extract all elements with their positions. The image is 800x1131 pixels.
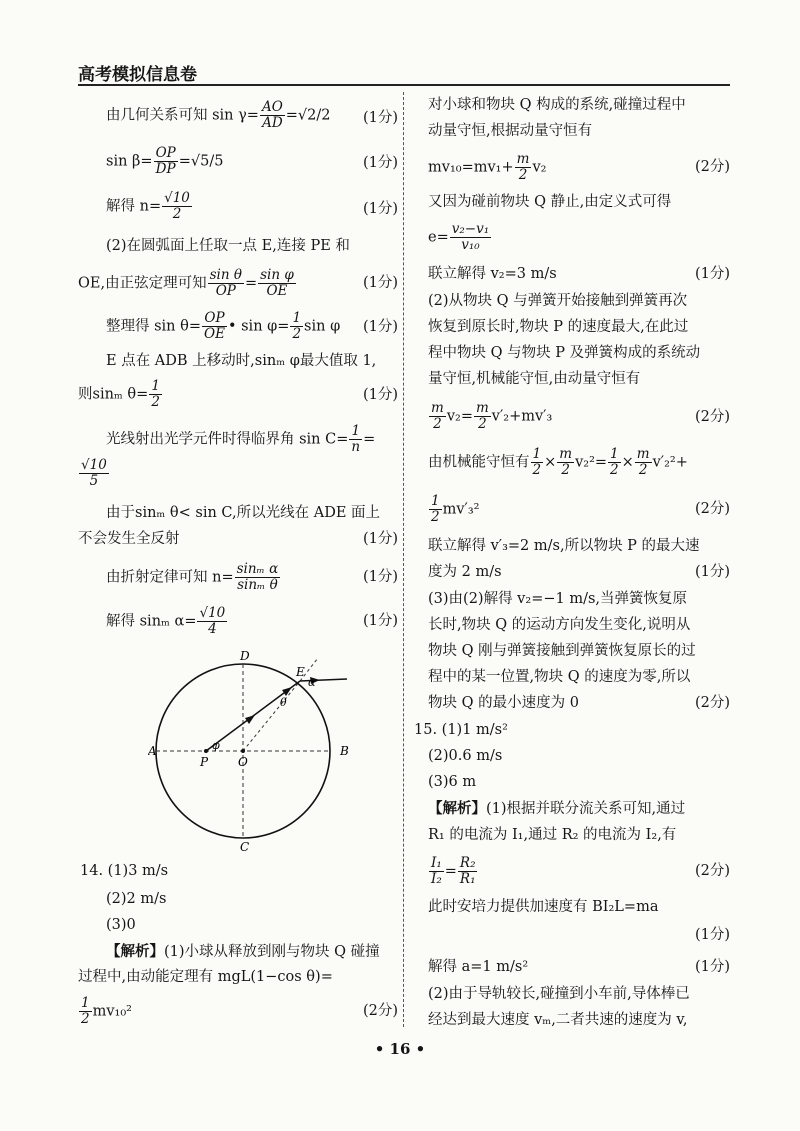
line-sin-beta: sin β= $\frac{OP}{DP}$ =√5/5 (106, 145, 224, 177)
text-line: (2)在圆弧面上任取一点 E,连接 PE 和 (106, 238, 350, 254)
score: (2分) (694, 159, 730, 175)
line-critical-angle: 光线射出光学元件时得临界角 sin C= $\frac{1}{n}$ = (106, 423, 376, 455)
line-sine-law: OE,由正弦定理可知 $\frac{\text{sin θ}}{OP}$ = $\frac{\text{sin φ}}{OE}$ (78, 267, 294, 299)
label-b: B (340, 744, 349, 758)
text-line: 过程中,由动能定理有 mgL(1−cos θ)= (78, 969, 333, 985)
score: (2分) (362, 1003, 398, 1019)
fraction: $\frac{AO}{AD}$ (261, 99, 283, 131)
text-line: (2)由于导轨较长,碰撞到小车前,导体棒已 (428, 986, 690, 1002)
label-p: P (200, 755, 209, 769)
line-energy: 由机械能守恒有 $\frac{1}{2}$ × $\frac{m}{2}$ v₂²= $\frac{1}{2}$ × $\frac{m}{2}$ v′₂²+ (428, 446, 688, 478)
answer-15-1: 15. (1)1 m/s² (414, 722, 508, 738)
score: (1分) (362, 201, 398, 217)
text-line: 解得 a=1 m/s² (428, 959, 529, 975)
analysis-line: 【解析】(1)根据并联分流关系可知,通过 (428, 800, 686, 817)
text-line: 由于sinₘ θ< sin C,所以光线在 ADE 面上 (106, 505, 381, 521)
text-line: 联立解得 v′₃=2 m/s,所以物块 P 的最大速 (428, 538, 700, 554)
text-line: 长时,物块 Q 的运动方向发生变化,说明从 (428, 617, 691, 633)
text-line: 量守恒,机械能守恒,由动量守恒有 (428, 371, 641, 387)
line-sinm-theta: 则sinₘ θ= $\frac{1}{2}$ (78, 378, 160, 410)
score: (2分) (694, 863, 730, 879)
label-alpha: α (308, 676, 316, 689)
line-sin-gamma: 由几何关系可知 sin γ= $\frac{AO}{AD}$ =√2/2 (106, 99, 331, 131)
text-line: 对小球和物块 Q 构成的系统,碰撞过程中 (428, 97, 686, 113)
text-line: 又因为碰前物块 Q 静止,由定义式可得 (428, 194, 672, 210)
score: (2分) (694, 501, 730, 517)
score: (1分) (362, 319, 398, 335)
text-line: 不会发生全反射 (78, 531, 180, 547)
label-a: A (148, 744, 157, 758)
answer-14-2: (2)2 m/s (106, 891, 167, 907)
analysis-line: 【解析】(1)小球从释放到刚与物块 Q 碰撞 (106, 943, 380, 960)
label-e: E (296, 665, 305, 679)
text-line: E 点在 ADB 上移动时,sinₘ φ最大值取 1, (106, 353, 377, 369)
score: (1分) (362, 275, 398, 291)
text-line: 此时安培力提供加速度有 BI₂L=ma (428, 899, 659, 915)
score: (1分) (362, 531, 398, 547)
score: (1分) (694, 927, 730, 943)
line-sinm-alpha: 解得 sinₘ α= $\frac{√10}{4}$ (106, 605, 226, 637)
text-line: 经达到最大速度 vₘ,二者共速的速度为 v, (428, 1012, 688, 1028)
line-simplify: 整理得 sin θ= $\frac{OP}{OE}$ • sin φ= $\frac{1}{2}$ sin φ (106, 310, 341, 342)
label-phi: φ (212, 739, 220, 752)
answer-15-3: (3)6 m (428, 774, 477, 790)
answer-14-1: 14. (1)3 m/s (80, 863, 169, 879)
score: (2分) (694, 695, 730, 711)
line-current-ratio: $\frac{\text{I₁}}{\text{I₂}}$ = $\frac{\text{R₂}}{\text{R₁}}$ (431, 855, 476, 887)
line-energy-cont: $\frac{1}{2}$ mv′₃² (431, 493, 480, 525)
text-line: 恢复到原长时,物块 P 的速度最大,在此过 (428, 319, 689, 335)
text-line: 联立解得 v₂=3 m/s (428, 266, 557, 282)
text-line: (2)从物块 Q 与弹簧开始接触到弹簧再次 (428, 293, 688, 309)
header-rule (78, 84, 730, 86)
score: (1分) (362, 387, 398, 403)
score: (1分) (362, 155, 398, 171)
label-theta: θ (280, 696, 287, 709)
line-momentum: mv₁₀=mv₁+ $\frac{m}{2}$ v₂ (428, 151, 547, 183)
label-c: C (240, 840, 250, 854)
score: (1分) (362, 613, 398, 629)
ray-arrow-2 (282, 687, 292, 696)
optics-circle-diagram (148, 648, 358, 858)
text-line: (3)由(2)解得 v₂=−1 m/s,当弹簧恢复原 (428, 591, 688, 607)
line-kinetic-energy: $\frac{1}{2}$ mv₁₀² (81, 995, 132, 1027)
score: (1分) (694, 959, 730, 975)
answer-15-2: (2)0.6 m/s (428, 748, 503, 764)
header-title: 高考模拟信息卷 (78, 65, 197, 85)
line-solve-n: 解得 n= $\frac{√10}{2}$ (106, 190, 190, 222)
score: (2分) (694, 409, 730, 425)
score: (1分) (362, 110, 398, 126)
point-o (241, 749, 245, 753)
line-momentum-2: $\frac{m}{2}$ v₂= $\frac{m}{2}$ v′₂+mv′₃ (431, 400, 553, 432)
score: (1分) (694, 266, 730, 282)
score: (1分) (362, 569, 398, 585)
text-line: 动量守恒,根据动量守恒有 (428, 123, 593, 139)
score: (1分) (694, 564, 730, 580)
label-o: O (238, 755, 248, 769)
line-critical-value: $\frac{√10}{5}$ (81, 457, 107, 489)
text-line: 度为 2 m/s (428, 564, 502, 580)
text-line: 物块 Q 刚与弹簧接触到弹簧恢复原长的过 (428, 643, 696, 659)
column-divider (403, 92, 404, 1027)
label-d: D (240, 649, 250, 663)
point-p (204, 749, 208, 753)
text-line: 程中物块 Q 与物块 P 及弹簧构成的系统动 (428, 345, 701, 361)
normal-line-oe (243, 681, 300, 751)
text-line: 物块 Q 的最小速度为 0 (428, 695, 579, 711)
line-refraction-law: 由折射定律可知 n= $\frac{\text{sinₘ α}}{\text{sinₘ θ}}$ (106, 561, 279, 593)
answer-14-3: (3)0 (106, 917, 136, 933)
text-line: 程中的某一位置,物块 Q 的速度为零,所以 (428, 669, 691, 685)
line-restitution: e= $\frac{\text{v₂−v₁}}{\text{v₁₀}}$ (428, 221, 490, 253)
text-line: R₁ 的电流为 I₁,通过 R₂ 的电流为 I₂,有 (428, 827, 677, 843)
ray-arrow-1 (245, 715, 255, 724)
page-number: • 16 • (374, 1040, 426, 1058)
